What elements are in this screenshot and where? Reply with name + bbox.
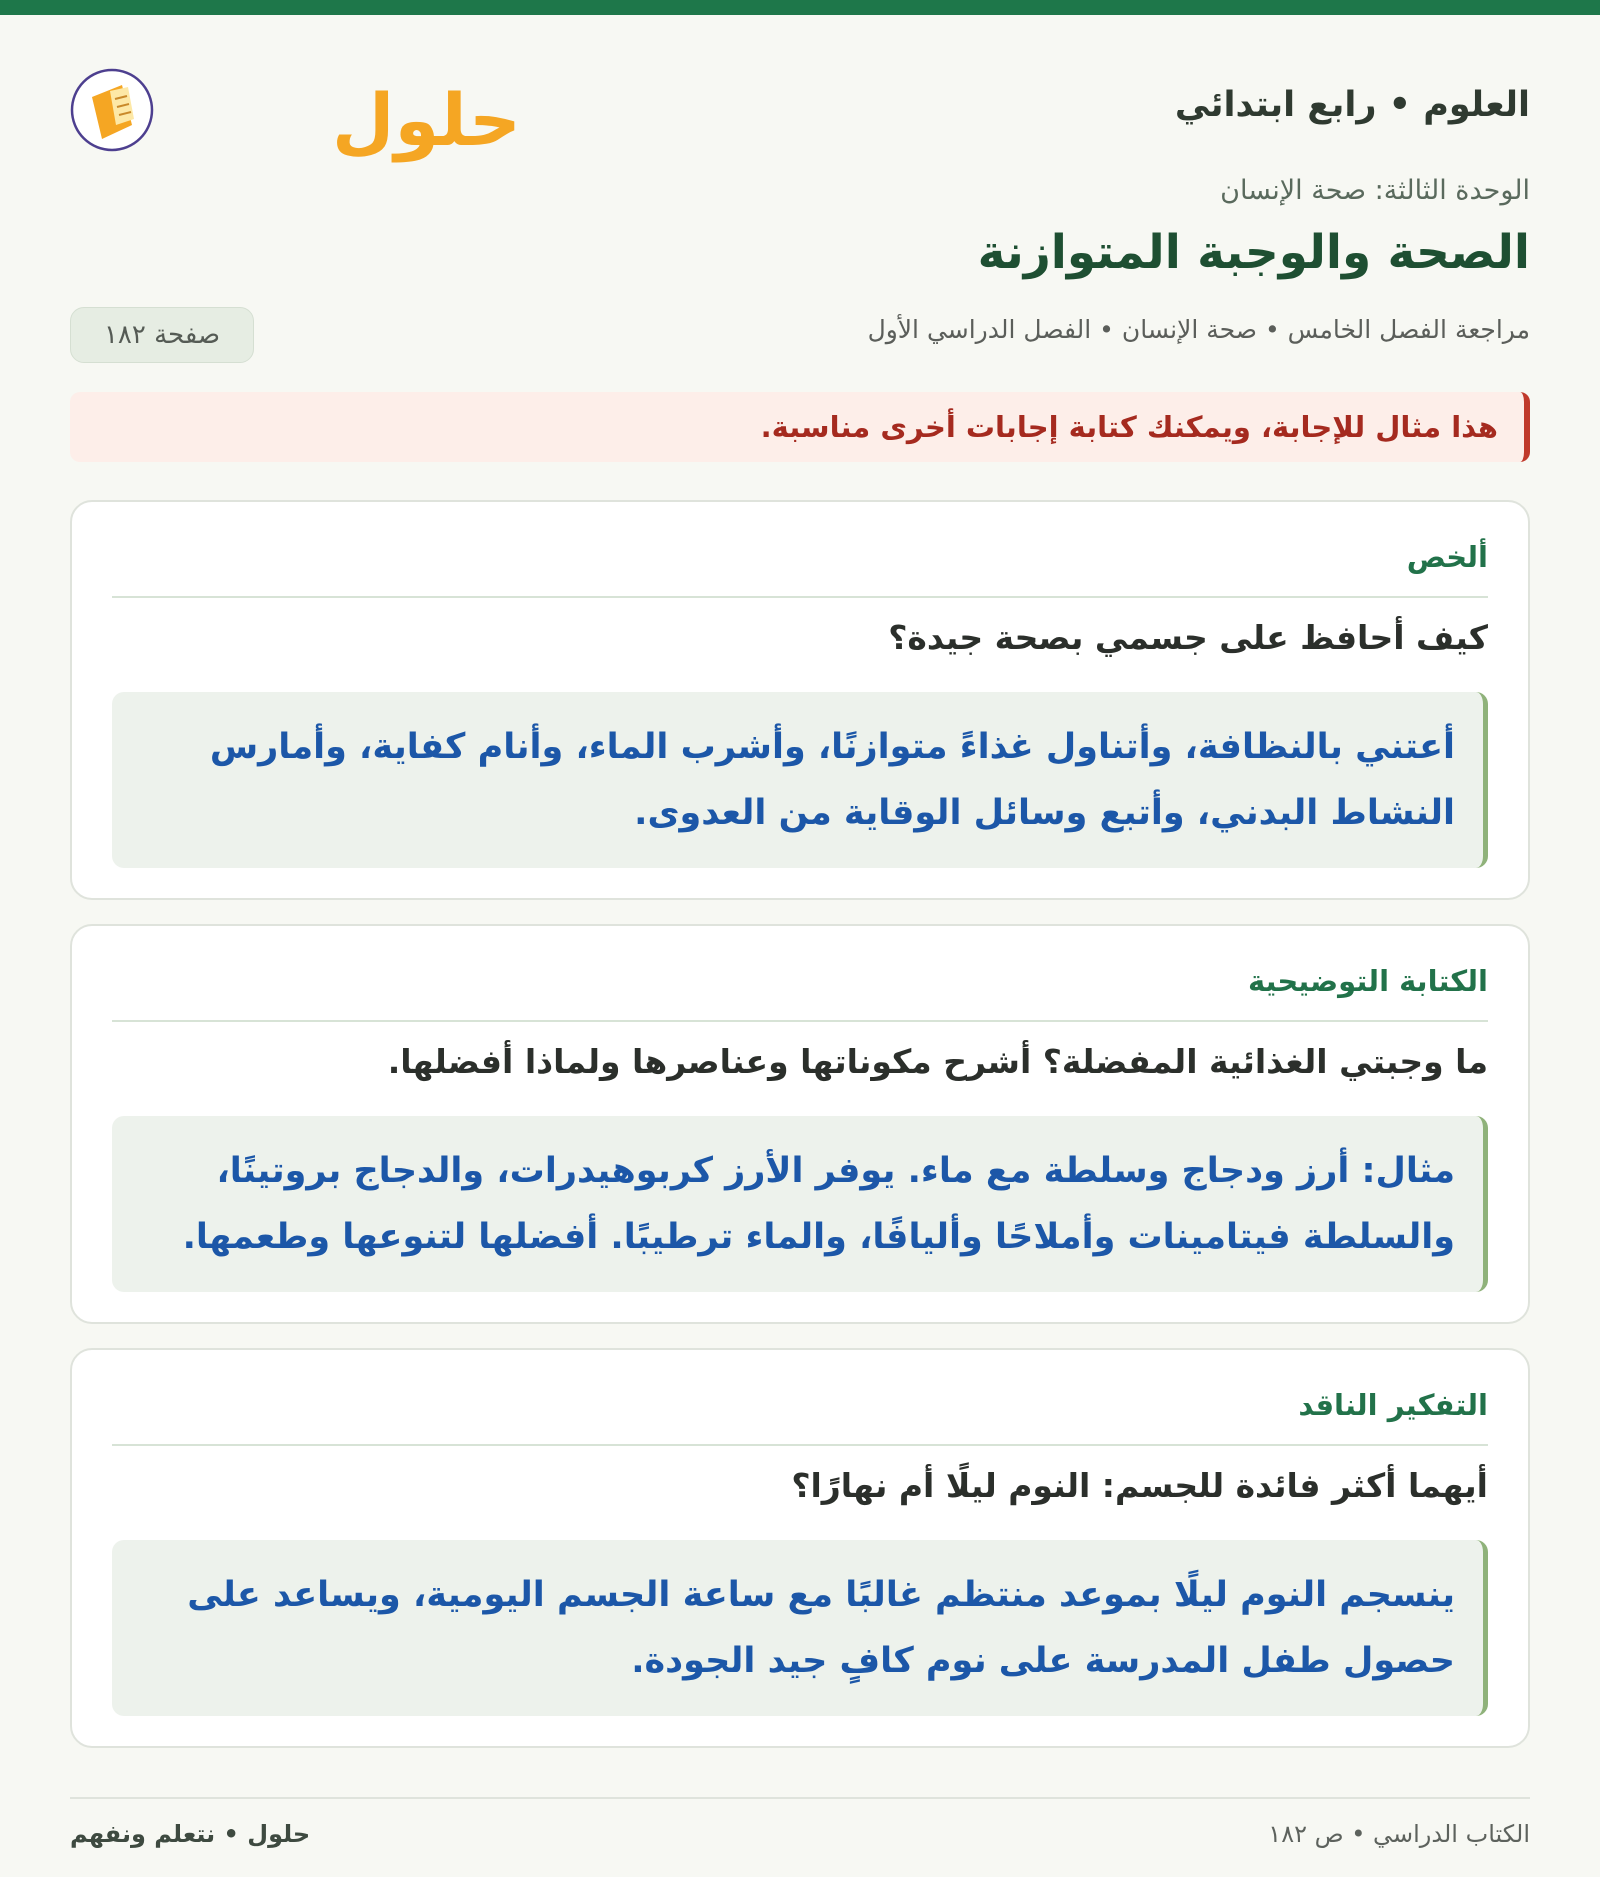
- section-answer: أعتني بالنظافة، وأتناول غذاءً متوازنًا، وأشرب الماء، وأنام كفاية، وأمارس النشاط البدني، وأتبع وسائل الوقاية من العدوى.: [112, 692, 1488, 868]
- answer-notice: هذا مثال للإجابة، ويمكنك كتابة إجابات أخرى مناسبة.: [70, 392, 1530, 462]
- top-accent-bar: [0, 0, 1600, 15]
- logo-text: حلول: [332, 78, 521, 162]
- section-question: ما وجبتي الغذائية المفضلة؟ أشرح مكوناتها وعناصرها ولماذا أفضلها.: [387, 1042, 1488, 1081]
- section-card-explanatory-writing: [70, 924, 1530, 1324]
- section-heading: ألخص: [112, 540, 1488, 598]
- section-card-summary: [70, 500, 1530, 900]
- subject-grade: العلوم • رابع ابتدائي: [1174, 85, 1530, 125]
- section-card-critical-thinking: [70, 1348, 1530, 1748]
- page-number-badge: صفحة ١٨٢: [70, 307, 254, 363]
- brand-logo[interactable]: [70, 55, 521, 165]
- book-logo-icon: [70, 55, 521, 165]
- breadcrumb: مراجعة الفصل الخامس • صحة الإنسان • الفصل الدراسي الأول: [867, 315, 1530, 344]
- section-answer: مثال: أرز ودجاج وسلطة مع ماء. يوفر الأرز كربوهيدرات، والدجاج بروتينًا، والسلطة فيتامينات وأملاحًا وأليافًا، والماء ترطيبًا. أفضلها لتنوعها وطعمها.: [112, 1116, 1488, 1292]
- section-question: كيف أحافظ على جسمي بصحة جيدة؟: [888, 618, 1488, 657]
- footer-divider: [70, 1797, 1530, 1799]
- footer-brand: حلول • نتعلم ونفهم: [70, 1820, 311, 1848]
- unit-label: الوحدة الثالثة: صحة الإنسان: [1220, 175, 1530, 206]
- page: [70, 15, 1530, 1877]
- section-heading: الكتابة التوضيحية: [112, 964, 1488, 1022]
- page-title: الصحة والوجبة المتوازنة: [977, 225, 1530, 280]
- section-question: أيهما أكثر فائدة للجسم: النوم ليلًا أم نهارًا؟: [791, 1466, 1488, 1505]
- section-heading: التفكير الناقد: [112, 1388, 1488, 1446]
- footer-book-reference: الكتاب الدراسي • ص ١٨٢: [1268, 1820, 1530, 1848]
- section-answer: ينسجم النوم ليلًا بموعد منتظم غالبًا مع ساعة الجسم اليومية، ويساعد على حصول طفل المدرسة على نوم كافٍ جيد الجودة.: [112, 1540, 1488, 1716]
